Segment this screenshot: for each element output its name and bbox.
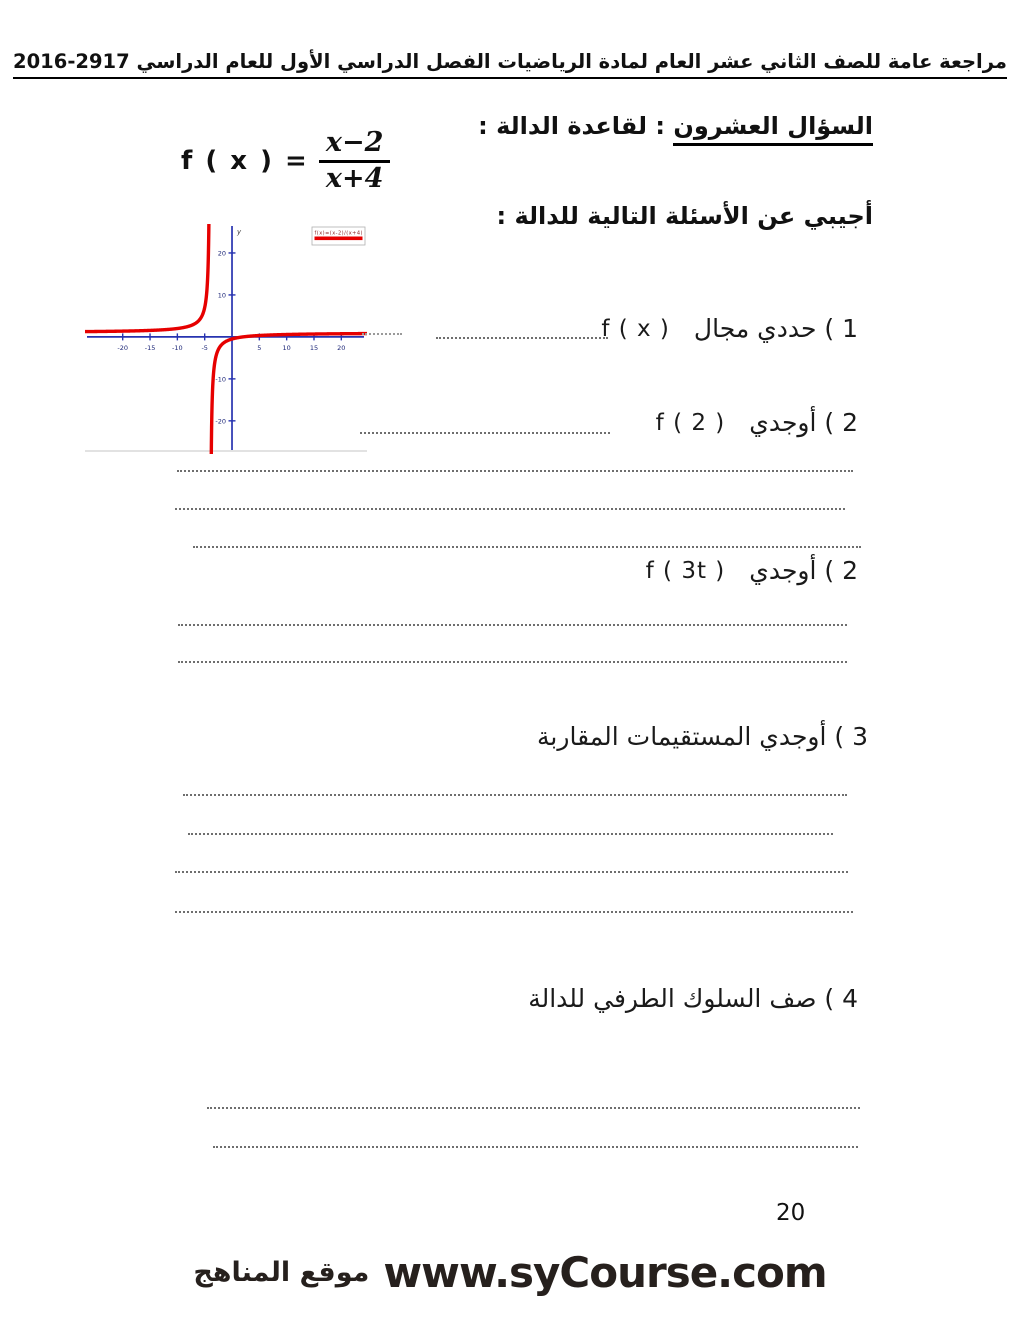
fraction-numerator: x−2 bbox=[319, 128, 391, 163]
question-2-arabic: 2 ) أوجدي bbox=[749, 408, 858, 437]
x-tick-label: -10 bbox=[172, 343, 183, 352]
answer-dotted-line bbox=[360, 432, 610, 434]
question-title-rest: : لقاعدة الدالة : bbox=[478, 112, 674, 140]
x-tick-label: -5 bbox=[201, 343, 208, 352]
answer-dotted-line bbox=[193, 546, 861, 548]
footer-site-name-arabic: موقع المناهج bbox=[193, 1257, 370, 1288]
question-2b bbox=[646, 556, 858, 585]
answer-dotted-line bbox=[188, 833, 833, 835]
question-4 bbox=[528, 984, 858, 1013]
y-tick-label: 10 bbox=[217, 291, 227, 300]
y-tick-label: 20 bbox=[217, 249, 227, 258]
page-number: 20 bbox=[776, 1200, 806, 1226]
answer-dotted-line bbox=[183, 794, 847, 796]
fraction-denominator: x+4 bbox=[325, 162, 384, 194]
answer-dotted-line bbox=[175, 508, 845, 510]
footer bbox=[0, 1248, 1020, 1297]
question-4-arabic: 4 ) صف السلوك الطرفي للدالة bbox=[528, 984, 858, 1013]
formula-fraction bbox=[319, 128, 391, 193]
answer-dotted-line bbox=[178, 661, 847, 663]
formula-lhs: f ( x ) = bbox=[181, 145, 309, 176]
y-axis-label: y bbox=[237, 228, 242, 236]
question-title bbox=[478, 112, 873, 140]
legend-line-swatch bbox=[315, 237, 363, 241]
x-tick-label: -20 bbox=[117, 343, 129, 352]
answer-dotted-line bbox=[207, 1107, 860, 1109]
answer-dotted-line bbox=[213, 1146, 858, 1148]
legend-text: f(x)=(x-2)/(x+4) bbox=[314, 230, 363, 237]
y-tick-label: -20 bbox=[215, 417, 227, 426]
question-title-underlined: السؤال العشرون bbox=[673, 112, 873, 146]
question-2 bbox=[656, 408, 858, 437]
answer-dotted-line bbox=[175, 911, 853, 913]
header-text: مراجعة عامة للصف الثاني عشر العام لمادة الرياضيات الفصل الدراسي الأول للعام الدراسي 2917-2016 bbox=[13, 50, 1007, 79]
document-header bbox=[0, 50, 1020, 73]
question-1-expression: f ( x ) bbox=[601, 315, 670, 342]
instructions-text: أجيبي عن الأسئلة التالية للدالة : bbox=[496, 202, 873, 230]
question-1 bbox=[601, 314, 858, 343]
x-tick-label: -15 bbox=[144, 343, 156, 352]
question-1-arabic: 1 ) حددي مجال bbox=[693, 314, 858, 343]
answer-dotted-line bbox=[177, 470, 853, 472]
question-2-expression: f ( 2 ) bbox=[655, 409, 726, 436]
x-tick-label: 10 bbox=[282, 343, 291, 352]
x-tick-label: 20 bbox=[337, 343, 346, 352]
legend bbox=[312, 227, 365, 245]
y-tick-label: -10 bbox=[215, 375, 227, 384]
question-2b-arabic: 2 ) أوجدي bbox=[749, 556, 858, 585]
function-formula bbox=[181, 128, 390, 193]
answer-dotted-line bbox=[362, 333, 402, 335]
question-3-arabic: 3 ) أوجدي المستقيمات المقاربة bbox=[537, 722, 868, 751]
x-tick-label: 15 bbox=[309, 343, 319, 352]
answer-dotted-line bbox=[436, 337, 608, 339]
footer-site-url: www.syCourse.com bbox=[383, 1248, 827, 1297]
answer-dotted-line bbox=[175, 871, 848, 873]
x-tick-label: 5 bbox=[257, 343, 262, 352]
axes bbox=[87, 226, 364, 450]
question-2b-expression: f ( 3t ) bbox=[645, 557, 726, 584]
question-3 bbox=[537, 722, 868, 751]
answer-dotted-line bbox=[178, 624, 847, 626]
function-graph bbox=[85, 224, 367, 454]
